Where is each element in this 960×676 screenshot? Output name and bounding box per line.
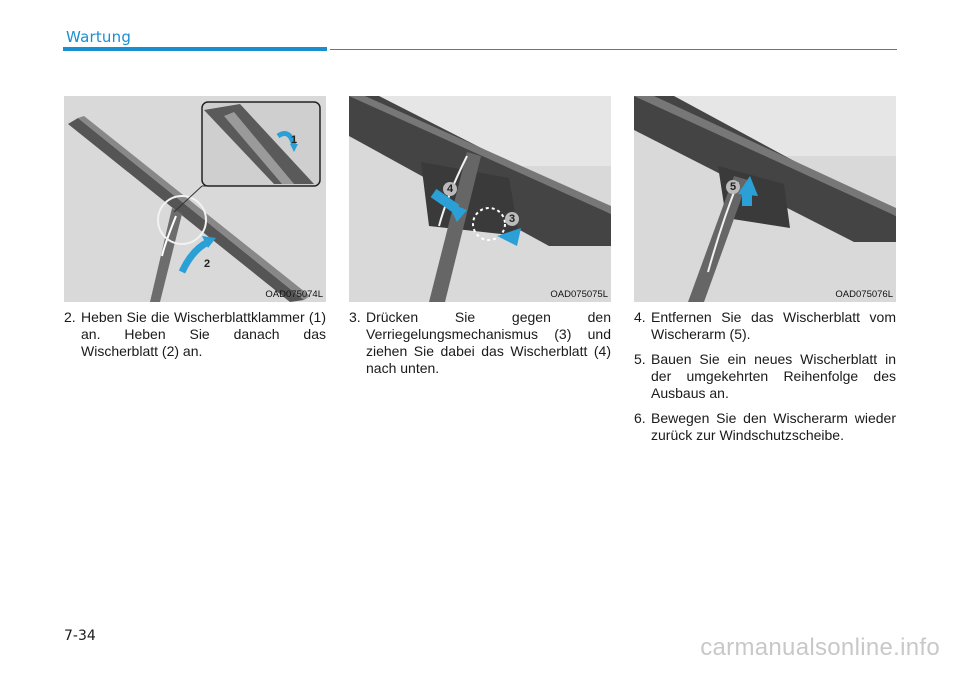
step-6	[634, 410, 896, 444]
step-number: 5.	[634, 351, 646, 367]
steps-column-1	[64, 309, 326, 368]
figure-code: OAD075075L	[550, 289, 608, 300]
steps-column-2	[349, 309, 611, 385]
figure-remove-blade	[634, 96, 896, 302]
watermark: carmanualsonline.info	[700, 634, 940, 661]
figure-wiper-clip-lift	[64, 96, 326, 302]
wiper-blade-illustration-3	[634, 96, 896, 302]
step-number: 6.	[634, 410, 646, 426]
callout-1: 1	[291, 134, 298, 146]
steps-column-3	[634, 309, 896, 452]
header-rule-thin	[330, 49, 897, 50]
callout-4: 4	[443, 182, 457, 196]
wiper-arm-shape	[150, 208, 182, 302]
step-text: Bewegen Sie den Wischerarm wieder zurück zur Windschutzscheibe.	[651, 410, 896, 443]
page-number: 7-34	[64, 628, 96, 644]
section-title: Wartung	[66, 28, 132, 46]
callout-5: 5	[726, 180, 740, 194]
step-number: 4.	[634, 309, 646, 325]
step-3	[349, 309, 611, 377]
step-4	[634, 309, 896, 343]
blade-remove-arrow-shaft	[742, 194, 752, 206]
step-text: Heben Sie die Wischerblattklammer (1) an. Heben Sie danach das Wischerblatt (2) an.	[81, 309, 326, 359]
step-text: Bauen Sie ein neues Wischerblatt in der umgekehrten Reihenfolge des Ausbaus an.	[651, 351, 896, 401]
figure-lock-mechanism	[349, 96, 611, 302]
step-text: Drücken Sie gegen den Verriegelungsmechanismus (3) und ziehen Sie dabei das Wischerblatt (4) nach unten.	[366, 309, 611, 376]
step-number: 2.	[64, 309, 76, 325]
step-5	[634, 351, 896, 402]
step-text: Entfernen Sie das Wischerblatt vom Wischerarm (5).	[651, 309, 896, 342]
step-2	[64, 309, 326, 360]
callout-2: 2	[204, 258, 211, 270]
step-number: 3.	[349, 309, 361, 325]
figure-code: OAD075076L	[835, 289, 893, 300]
figure-code: OAD075074L	[265, 289, 323, 300]
callout-3: 3	[505, 212, 519, 226]
wiper-blade-illustration-1	[64, 96, 326, 302]
header-rule-thick	[63, 47, 327, 51]
wiper-blade-illustration-2	[349, 96, 611, 302]
